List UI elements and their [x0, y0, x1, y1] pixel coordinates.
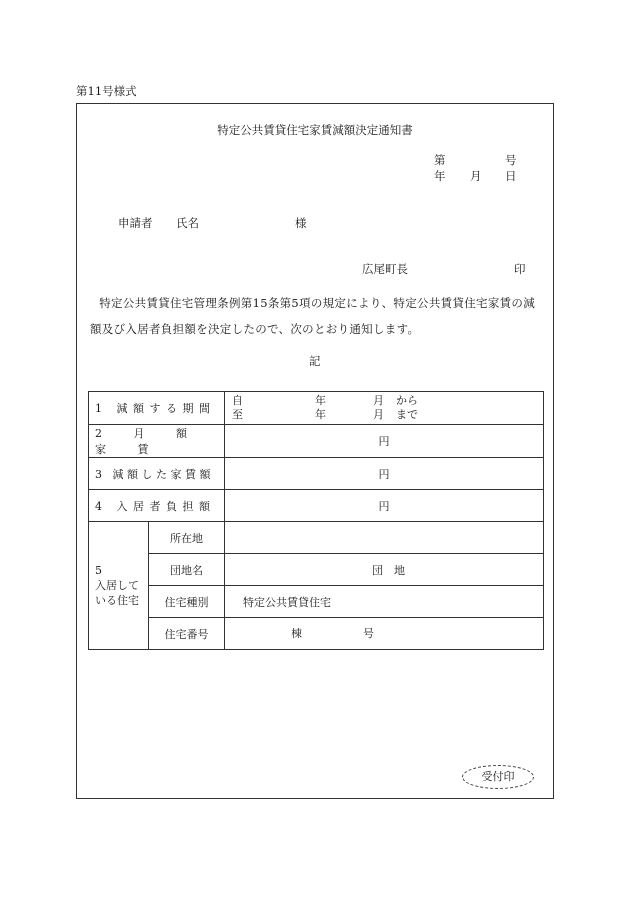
period-value — [225, 392, 544, 425]
table-row — [89, 554, 544, 586]
table-row — [89, 458, 544, 490]
address-label: 所在地 — [149, 522, 225, 554]
residence-number: 5 — [95, 564, 102, 577]
period-to: 至 — [232, 408, 243, 421]
complex-label: 団地名 — [149, 554, 225, 586]
period-to-month: 月 — [373, 408, 384, 421]
applicant-name-label: 氏名 — [176, 216, 199, 230]
applicant-honorific: 様 — [295, 216, 307, 230]
number-label: 住宅番号 — [149, 618, 225, 650]
reduced-rent-label: 3 減額した家賃額 — [89, 458, 225, 490]
table-row — [89, 490, 544, 522]
table-row — [89, 392, 544, 425]
doc-number-prefix: 第 — [434, 153, 446, 167]
type-label: 住宅種別 — [149, 586, 225, 618]
reception-stamp: 受付印 — [462, 765, 534, 789]
tenant-burden-unit: 円 — [225, 490, 544, 522]
complex-suffix: 団 地 — [225, 554, 544, 586]
period-from-month: 月 — [373, 394, 384, 407]
details-table — [88, 391, 544, 650]
body-paragraph: 特定公共賃貸住宅管理条例第15条第5項の規定により、特定公共賃貸住宅家賃の減額及び入居者負担額を決定したので、次のとおり通知します。 — [90, 296, 536, 336]
period-kara: から — [396, 394, 418, 407]
table-row — [89, 586, 544, 618]
table-row — [89, 425, 544, 458]
table-row — [89, 618, 544, 650]
applicant-label: 申請者 — [118, 216, 153, 230]
reduced-rent-unit: 円 — [225, 458, 544, 490]
residence-label-line2: いる住宅 — [95, 594, 139, 607]
ki-heading: 記 — [309, 354, 321, 368]
period-from-year: 年 — [315, 394, 326, 407]
period-from: 自 — [232, 394, 243, 407]
number-value — [225, 618, 544, 650]
type-value: 特定公共賃貸住宅 — [225, 586, 544, 618]
building-unit: 棟 — [291, 627, 302, 640]
table-row — [89, 522, 544, 554]
period-to-year: 年 — [315, 408, 326, 421]
residence-label — [89, 522, 149, 650]
monthly-rent-unit: 円 — [225, 425, 544, 458]
doc-number-suffix: 号 — [505, 153, 517, 167]
date-day: 日 — [505, 169, 517, 183]
monthly-rent-label: 2 月 額 家 賃 — [89, 425, 225, 458]
date-month: 月 — [470, 169, 482, 183]
issuer-seal: 印 — [514, 262, 526, 276]
period-made: まで — [396, 408, 418, 421]
date-year: 年 — [434, 169, 446, 183]
tenant-burden-label: 4 入居者負担額 — [89, 490, 225, 522]
period-label: 1 減額する期間 — [89, 392, 225, 425]
form-number: 第11号様式 — [76, 84, 137, 98]
issuer-title: 広尾町長 — [362, 262, 408, 276]
residence-label-line1: 入居して — [95, 579, 139, 592]
room-unit: 号 — [363, 627, 374, 640]
document-title: 特定公共賃貸住宅家賃減額決定通知書 — [217, 123, 413, 137]
address-value — [225, 522, 544, 554]
body-text — [90, 290, 546, 342]
